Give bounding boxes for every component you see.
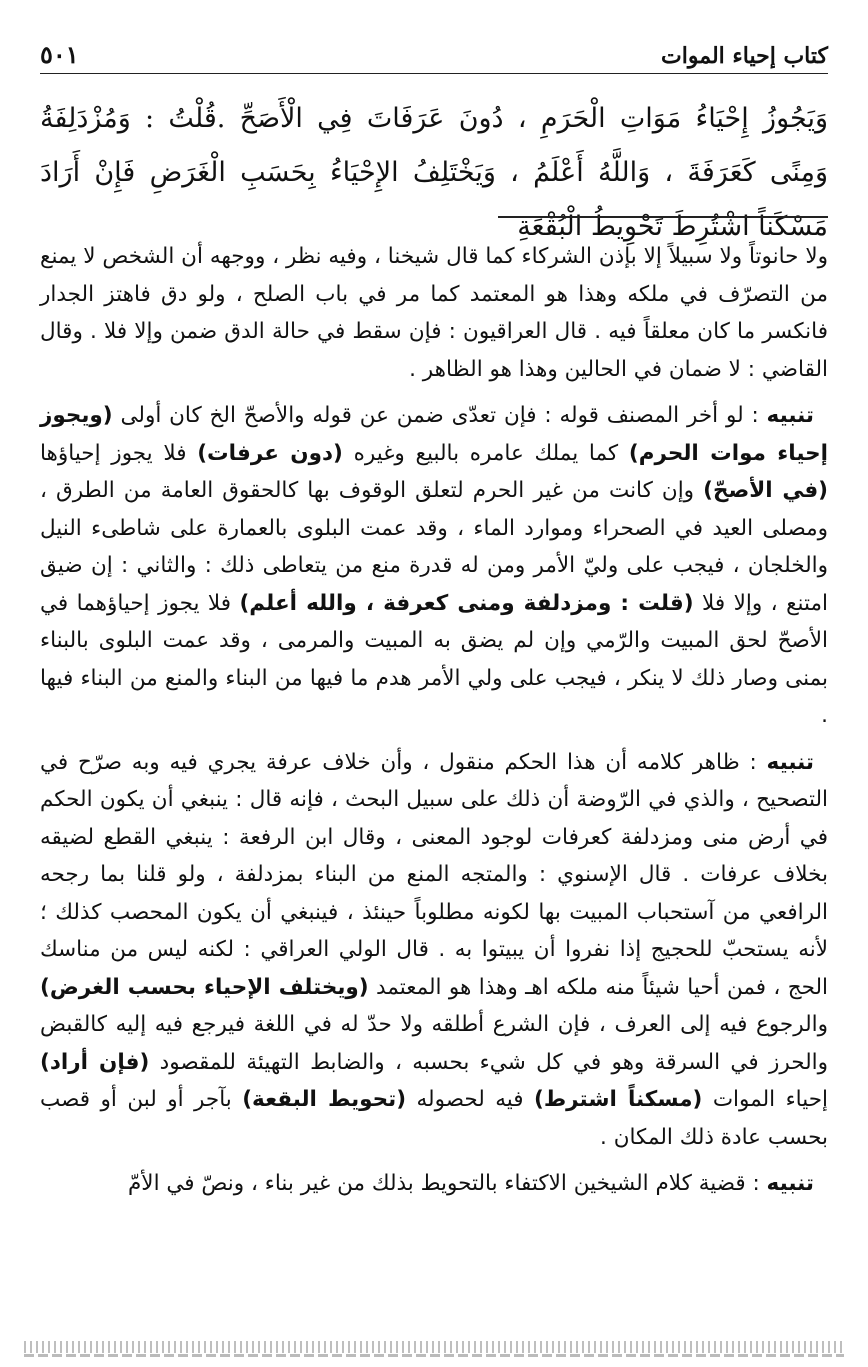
commentary-text-span: : ظاهر كلامه أن هذا الحكم منقول ، وأن خلاف عرفة يجري فيه وبه صرّح في التصحيح ، والذي في الرّوضة أن ذلك على سبيل البحث ، فإنه قال : ينبغي أن يكون الحكم في أرض منى ومزدلفة كعرفات لوجود المعنى ، وقال ابن الرفعة : ينبغي القطع لضيقه بخلاف عرفات . قال الإسنوي : والمتجه المنع من البناء بمزدلفة ، ولو قلنا بما رجحه الرافعي من آستحباب المبيت بها لكونه مطلوباً حينئذ ، فينبغي أن يكون المحصب كذلك ؛ لأنه يستحبّ للحجيج إذا نفروا أن يبيتوا به . قال الولي العراقي : لكنه ليس من مناسك الحج ، فمن أحيا شيئاً منه ملكه اهـ وهذا هو المعتمد (40, 749, 828, 1000)
commentary-text-span: كما يملك عامره بالبيع وغيره (342, 440, 629, 466)
commentary-text-span: وإن كانت من غير الحرم لتعلق الوقوف بها كالحقوق العامة من الطرق ، ومصلى العيد في الصحراء وموارد الماء ، وقد عمت البلوى بالعمارة على شاطىء النيل والخلجان ، فيجب على وليّ الأمر ومن له قدرة منع من يتعاطى ذلك : والثاني : إن ضيق امتنع ، وإلا فلا (40, 478, 828, 616)
commentary-text-span: : قضية كلام الشيخين الاكتفاء بالتحويط بذلك من غير بناء ، ونصّ في الأمّ (128, 1171, 767, 1196)
quoted-matn: (في الأصحّ) (703, 478, 828, 503)
commentary-text-span: فلا يجوز إحياؤهما في الأصحّ لحق المبيت والرّمي وإن لم يضق به المبيت والمرمى ، وقد عمت البلوى بالبناء بمنى وصار ذلك لا ينكر ، فيجب على ولي الأمر هدم ما فيها من البناء والمنع من البناء فيها . (40, 590, 828, 728)
tanbih-label: تنبيه (766, 749, 814, 775)
quoted-matn: (دون عرفات) (197, 440, 343, 466)
quoted-matn: (مسكناً اشترط) (534, 1087, 703, 1112)
commentary-text-span: إحياء الموات (702, 1087, 828, 1112)
quoted-matn: (ويختلف الإحياء بحسب الغرض) (40, 974, 369, 1000)
quoted-matn: (تحويط البقعة) (242, 1087, 407, 1112)
commentary-text-span: بآجر أو لبن أو قصب بحسب عادة ذلك المكان . (40, 1087, 828, 1150)
commentary-text-span: : لو أخر المصنف قوله : فإن تعدّى ضمن عن قوله والأصحّ الخ كان أولى (112, 403, 767, 428)
quoted-matn: (فإن أراد) (40, 1049, 150, 1075)
commentary-text-span: والرجوع فيه إلى العرف ، فإن الشرع أطلقه ولا حدّ له في اللغة فيرجع فيه إليه كالقبض والحرز في السرقة وهو في كل شيء بحسبه ، والضابط التهيئة للمقصود (40, 1012, 828, 1075)
commentary-text-sharh (40, 238, 828, 1212)
commentary-paragraph-4 (40, 1165, 828, 1203)
running-title: كتاب إحياء الموات (661, 43, 828, 69)
page-number: ٥٠١ (40, 40, 79, 69)
section-divider (498, 216, 828, 218)
commentary-paragraph-1: ولا حانوتاً ولا سبيلاً إلا بإذن الشركاء كما قال شيخنا ، وفيه نظر ، ووجهه أن الشخص لا يمنع من التصرّف في ملكه وهذا هو المعتمد كما مر في باب الصلح ، ولو دق فاهتز الجدار فانكسر ما كان معلقاً فيه . قال العراقيون : فإن سقط في حالة الدق ضمن وإلا فلا . وقال القاضي : لا ضمان في الحالين وهذا هو الظاهر . (40, 244, 828, 382)
page-header (40, 30, 828, 74)
commentary-text-span: فيه لحصوله (406, 1087, 535, 1112)
commentary-text-span: فلا يجوز إحياؤها (40, 440, 198, 466)
quoted-matn: (ويجوز إحياء موات الحرم) (40, 403, 829, 466)
quoted-matn: (قلت : ومزدلفة ومنى كعرفة ، والله أعلم) (239, 590, 694, 616)
decorative-footer-rule (24, 1354, 844, 1357)
decorative-footer-border (24, 1341, 844, 1353)
tanbih-label: تنبيه (766, 403, 814, 428)
tanbih-label: تنبيه (766, 1171, 814, 1196)
main-text-matn: وَيَجُوزُ إِحْيَاءُ مَوَاتِ الْحَرَمِ ، دُونَ عَرَفَاتَ فِي الْأَصَحِّ .قُلْتُ : وَمُزْدَلِفَةُ وَمِنًى كَعَرَفَةَ ، وَاللَّهُ أَعْلَمُ ، وَيَخْتَلِفُ الإِحْيَاءُ بِحَسَبِ الْغَرَضِ فَإِنْ أَرَادَ مَسْكَناً اشْتُرِطَ تَحْوِيطُ الْبُقْعَةِ (40, 103, 828, 242)
commentary-paragraph-2 (40, 397, 828, 735)
commentary-paragraph-3 (40, 744, 828, 1157)
